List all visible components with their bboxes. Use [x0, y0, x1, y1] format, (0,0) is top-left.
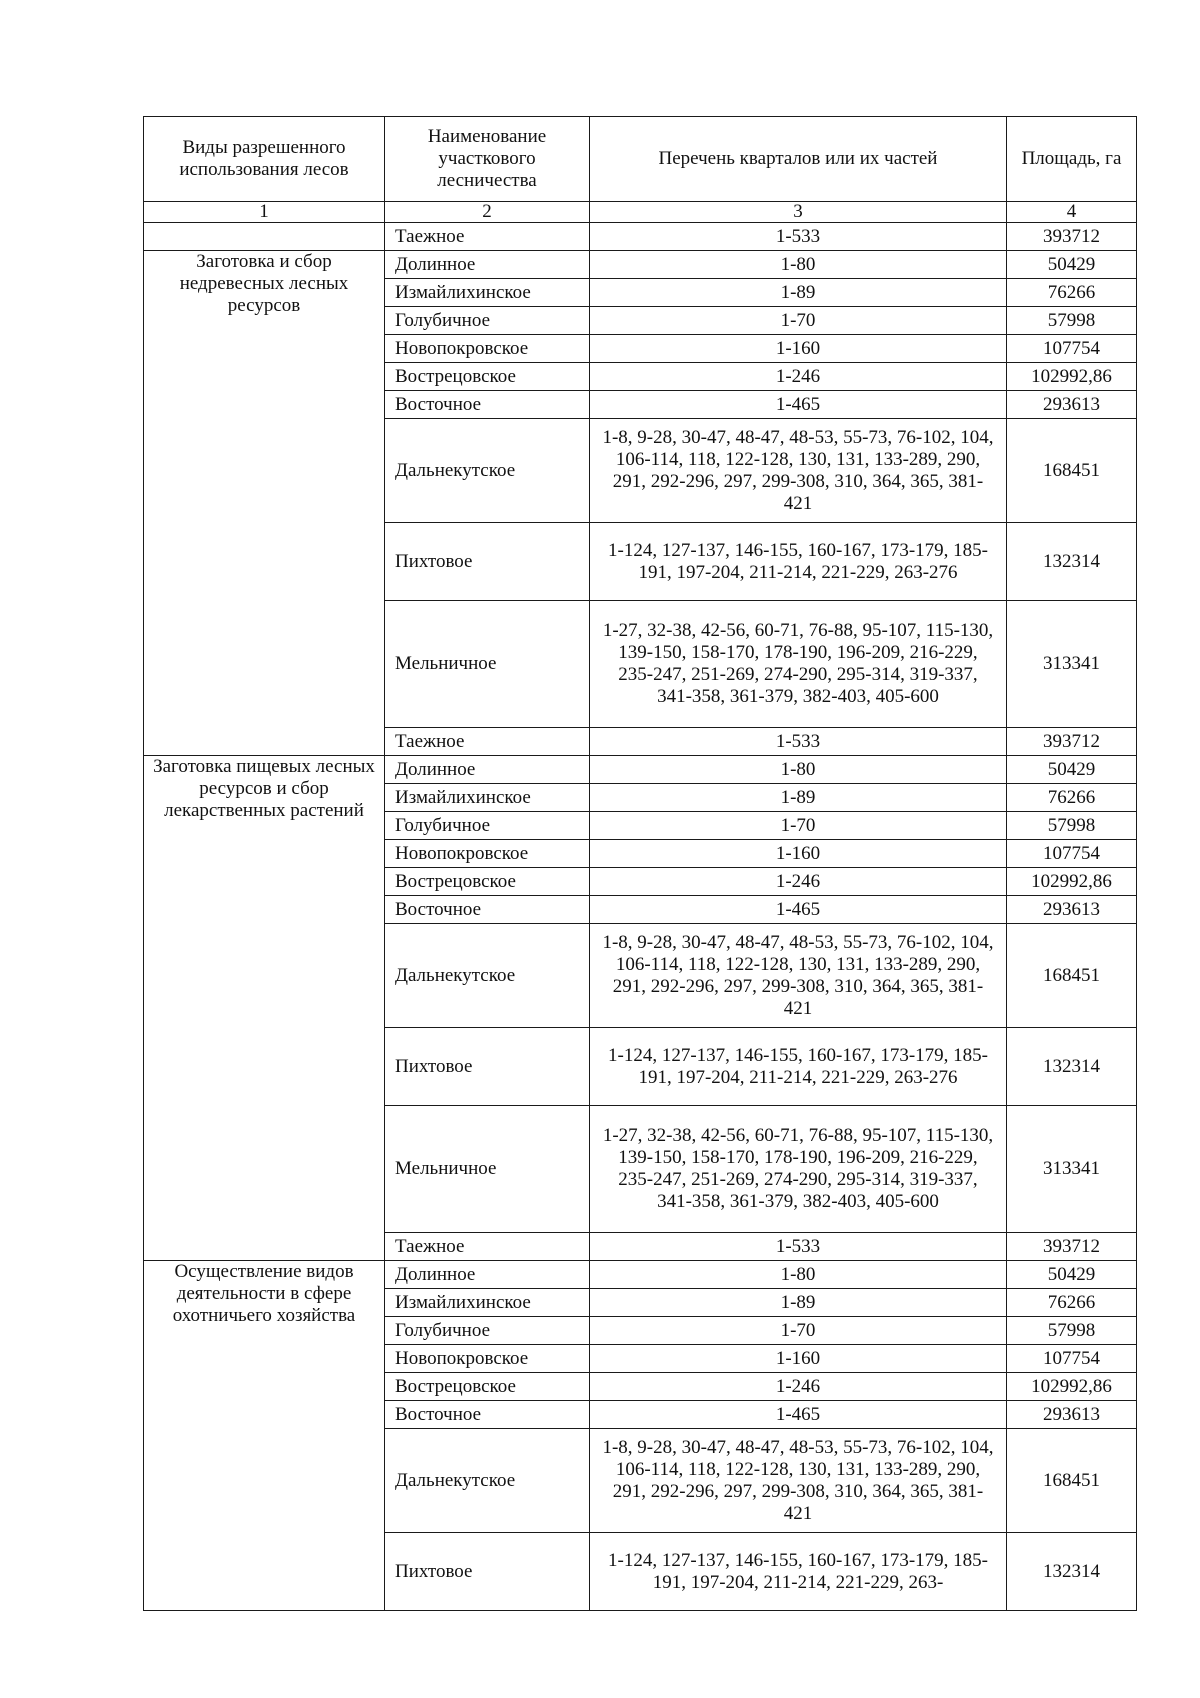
area-cell: 168451 [1007, 924, 1137, 1028]
forestry-name-cell: Таежное [385, 728, 590, 756]
forestry-name-cell: Измайлихинское [385, 279, 590, 307]
use-type-cell: Осуществление видов деятельности в сфере охотничьего хозяйства [144, 1261, 385, 1611]
column-number: 3 [590, 202, 1007, 223]
forestry-name-cell: Дальнекутское [385, 419, 590, 523]
area-cell: 50429 [1007, 251, 1137, 279]
quarters-cell: 1-160 [590, 335, 1007, 363]
forestry-name-cell: Таежное [385, 1233, 590, 1261]
forestry-name-cell: Голубичное [385, 812, 590, 840]
quarters-cell: 1-124, 127-137, 146-155, 160-167, 173-179, 185-191, 197-204, 211-214, 221-229, 263- [590, 1533, 1007, 1611]
quarters-cell: 1-89 [590, 784, 1007, 812]
forestry-name-cell: Долинное [385, 1261, 590, 1289]
area-cell: 132314 [1007, 1028, 1137, 1106]
area-cell: 313341 [1007, 601, 1137, 728]
quarters-cell: 1-246 [590, 1373, 1007, 1401]
area-cell: 76266 [1007, 279, 1137, 307]
table-row [144, 1261, 1137, 1289]
forestry-name-cell: Восточное [385, 1401, 590, 1429]
header-forestry-name: Наименование участкового лесничества [385, 117, 590, 202]
area-cell: 102992,86 [1007, 1373, 1137, 1401]
table-row [144, 756, 1137, 784]
area-cell: 393712 [1007, 1233, 1137, 1261]
forestry-name-cell: Голубичное [385, 307, 590, 335]
area-cell: 132314 [1007, 523, 1137, 601]
quarters-cell: 1-124, 127-137, 146-155, 160-167, 173-179, 185-191, 197-204, 211-214, 221-229, 263-276 [590, 1028, 1007, 1106]
area-cell: 102992,86 [1007, 868, 1137, 896]
forestry-name-cell: Вострецовское [385, 868, 590, 896]
quarters-cell: 1-80 [590, 251, 1007, 279]
forestry-name-cell: Пихтовое [385, 523, 590, 601]
forestry-name-cell: Долинное [385, 756, 590, 784]
area-cell: 76266 [1007, 784, 1137, 812]
quarters-cell: 1-246 [590, 868, 1007, 896]
forestry-name-cell: Восточное [385, 896, 590, 924]
use-type-cell: Заготовка пищевых лесных ресурсов и сбор лекарственных растений [144, 756, 385, 1261]
quarters-cell: 1-160 [590, 1345, 1007, 1373]
area-cell: 293613 [1007, 896, 1137, 924]
area-cell: 57998 [1007, 812, 1137, 840]
forestry-name-cell: Голубичное [385, 1317, 590, 1345]
column-number-row [144, 202, 1137, 223]
quarters-cell: 1-27, 32-38, 42-56, 60-71, 76-88, 95-107, 115-130, 139-150, 158-170, 178-190, 196-209, 216-229, 235-247, 251-269, 274-290, 295-314, 319-337, 341-358, 361-379, 382-403, 405-600 [590, 601, 1007, 728]
quarters-cell: 1-465 [590, 1401, 1007, 1429]
area-cell: 293613 [1007, 391, 1137, 419]
forestry-name-cell: Пихтовое [385, 1533, 590, 1611]
area-cell: 132314 [1007, 1533, 1137, 1611]
quarters-cell: 1-465 [590, 391, 1007, 419]
use-type-cell [144, 223, 385, 251]
quarters-cell: 1-124, 127-137, 146-155, 160-167, 173-179, 185-191, 197-204, 211-214, 221-229, 263-276 [590, 523, 1007, 601]
forestry-name-cell: Пихтовое [385, 1028, 590, 1106]
area-cell: 107754 [1007, 335, 1137, 363]
forestry-name-cell: Вострецовское [385, 363, 590, 391]
quarters-cell: 1-533 [590, 223, 1007, 251]
area-cell: 50429 [1007, 756, 1137, 784]
column-number: 4 [1007, 202, 1137, 223]
header-row [144, 117, 1137, 202]
quarters-cell: 1-533 [590, 728, 1007, 756]
area-cell: 293613 [1007, 1401, 1137, 1429]
area-cell: 313341 [1007, 1106, 1137, 1233]
header-quarters-list: Перечень кварталов или их частей [590, 117, 1007, 202]
forestry-name-cell: Дальнекутское [385, 1429, 590, 1533]
quarters-cell: 1-70 [590, 307, 1007, 335]
table-body [144, 223, 1137, 1611]
quarters-cell: 1-80 [590, 1261, 1007, 1289]
quarters-cell: 1-246 [590, 363, 1007, 391]
column-number: 1 [144, 202, 385, 223]
quarters-cell: 1-70 [590, 812, 1007, 840]
quarters-cell: 1-80 [590, 756, 1007, 784]
use-type-cell: Заготовка и сбор недревесных лесных ресурсов [144, 251, 385, 756]
column-number: 2 [385, 202, 590, 223]
header-area: Площадь, га [1007, 117, 1137, 202]
forestry-name-cell: Мельничное [385, 601, 590, 728]
table-row [144, 223, 1137, 251]
area-cell: 57998 [1007, 1317, 1137, 1345]
quarters-cell: 1-8, 9-28, 30-47, 48-47, 48-53, 55-73, 76-102, 104, 106-114, 118, 122-128, 130, 131, 133-289, 290, 291, 292-296, 297, 299-308, 310, 364, 365, 381-421 [590, 1429, 1007, 1533]
quarters-cell: 1-533 [590, 1233, 1007, 1261]
forestry-name-cell: Восточное [385, 391, 590, 419]
forestry-name-cell: Дальнекутское [385, 924, 590, 1028]
forestry-name-cell: Новопокровское [385, 1345, 590, 1373]
area-cell: 168451 [1007, 419, 1137, 523]
area-cell: 168451 [1007, 1429, 1137, 1533]
area-cell: 107754 [1007, 840, 1137, 868]
quarters-cell: 1-27, 32-38, 42-56, 60-71, 76-88, 95-107, 115-130, 139-150, 158-170, 178-190, 196-209, 216-229, 235-247, 251-269, 274-290, 295-314, 319-337, 341-358, 361-379, 382-403, 405-600 [590, 1106, 1007, 1233]
quarters-cell: 1-160 [590, 840, 1007, 868]
area-cell: 102992,86 [1007, 363, 1137, 391]
header-use-type: Виды разрешенного использования лесов [144, 117, 385, 202]
quarters-cell: 1-89 [590, 279, 1007, 307]
forestry-name-cell: Измайлихинское [385, 1289, 590, 1317]
quarters-cell: 1-70 [590, 1317, 1007, 1345]
quarters-cell: 1-8, 9-28, 30-47, 48-47, 48-53, 55-73, 76-102, 104, 106-114, 118, 122-128, 130, 131, 133-289, 290, 291, 292-296, 297, 299-308, 310, 364, 365, 381-421 [590, 419, 1007, 523]
quarters-cell: 1-465 [590, 896, 1007, 924]
area-cell: 50429 [1007, 1261, 1137, 1289]
forestry-name-cell: Измайлихинское [385, 784, 590, 812]
quarters-cell: 1-8, 9-28, 30-47, 48-47, 48-53, 55-73, 76-102, 104, 106-114, 118, 122-128, 130, 131, 133-289, 290, 291, 292-296, 297, 299-308, 310, 364, 365, 381-421 [590, 924, 1007, 1028]
area-cell: 107754 [1007, 1345, 1137, 1373]
forestry-name-cell: Таежное [385, 223, 590, 251]
quarters-cell: 1-89 [590, 1289, 1007, 1317]
table-row [144, 251, 1137, 279]
area-cell: 57998 [1007, 307, 1137, 335]
forestry-name-cell: Новопокровское [385, 840, 590, 868]
forestry-name-cell: Новопокровское [385, 335, 590, 363]
forest-use-table [143, 116, 1137, 1611]
area-cell: 393712 [1007, 728, 1137, 756]
forestry-name-cell: Долинное [385, 251, 590, 279]
area-cell: 393712 [1007, 223, 1137, 251]
area-cell: 76266 [1007, 1289, 1137, 1317]
forestry-name-cell: Вострецовское [385, 1373, 590, 1401]
forestry-name-cell: Мельничное [385, 1106, 590, 1233]
